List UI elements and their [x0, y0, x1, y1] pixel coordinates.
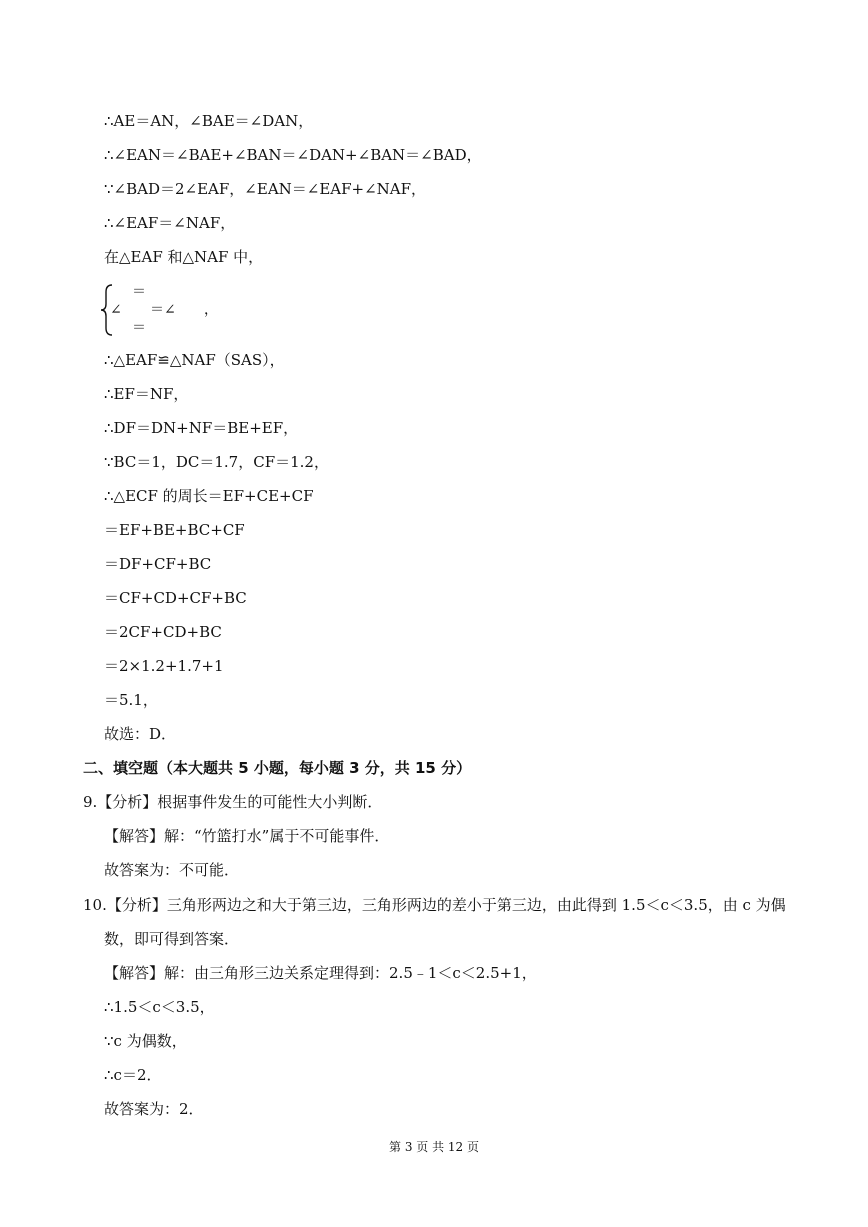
- system-row-3: ＝: [132, 320, 146, 336]
- q10-step-3: ∴c＝2．: [104, 1066, 162, 1084]
- line-15: ＝2×1.2+1.7+1: [104, 657, 224, 675]
- equation-system: [100, 284, 230, 336]
- line-13: ＝CF+CD+CF+BC: [104, 589, 247, 607]
- system-row-2-equals: ＝∠: [150, 302, 176, 318]
- q9-answer: 故答案为：不可能．: [104, 861, 240, 879]
- line-4: ∴∠EAF＝∠NAF，: [104, 214, 236, 232]
- q10-solution: 【解答】解：由三角形三边关系定理得到：2.5﹣1＜c＜2.5+1，: [104, 964, 537, 982]
- q9-analysis: 9.【分析】根据事件发生的可能性大小判断．: [83, 793, 383, 811]
- line-17: 故选：D．: [104, 725, 177, 743]
- line-14: ＝2CF+CD+BC: [104, 623, 222, 641]
- q10-answer: 故答案为：2．: [104, 1100, 204, 1118]
- section-heading: 二、填空题（本大题共 5 小题，每小题 3 分，共 15 分）: [83, 759, 472, 777]
- line-2: ∴∠EAN＝∠BAE+∠BAN＝∠DAN+∠BAN＝∠BAD，: [104, 146, 482, 164]
- line-9: ∵BC＝1，DC＝1.7，CF＝1.2，: [104, 453, 329, 471]
- q10-analysis: 10.【分析】三角形两边之和大于第三边，三角形两边的差小于第三边，由此得到 1.5＜c＜3.5，由 c 为偶: [83, 896, 786, 914]
- line-7: ∴EF＝NF，: [104, 385, 189, 403]
- line-1: ∴AE＝AN，∠BAE＝∠DAN，: [104, 112, 314, 130]
- page-footer: 第 3 页 共 12 页: [389, 1140, 479, 1154]
- line-8: ∴DF＝DN+NF＝BE+EF，: [104, 419, 299, 437]
- line-6: ∴△EAF≌△NAF（SAS），: [104, 351, 285, 369]
- line-5: 在△EAF 和△NAF 中，: [104, 248, 264, 266]
- q10-step-2: ∵c 为偶数，: [104, 1032, 187, 1050]
- line-3: ∵∠BAD＝2∠EAF，∠EAN＝∠EAF+∠NAF，: [104, 180, 427, 198]
- system-row-2-angle: ∠: [110, 302, 122, 318]
- line-10: ∴△ECF 的周长＝EF+CE+CF: [104, 487, 314, 505]
- q9-solution: 【解答】解：“竹篮打水”属于不可能事件．: [104, 827, 390, 845]
- q10-step-1: ∴1.5＜c＜3.5，: [104, 998, 215, 1016]
- q10-analysis-cont: 数，即可得到答案．: [104, 930, 240, 948]
- line-12: ＝DF+CF+BC: [104, 555, 212, 573]
- system-row-2-comma: ，: [204, 302, 218, 318]
- line-16: ＝5.1，: [104, 691, 158, 709]
- system-row-1: ＝: [132, 284, 146, 300]
- line-11: ＝EF+BE+BC+CF: [104, 521, 245, 539]
